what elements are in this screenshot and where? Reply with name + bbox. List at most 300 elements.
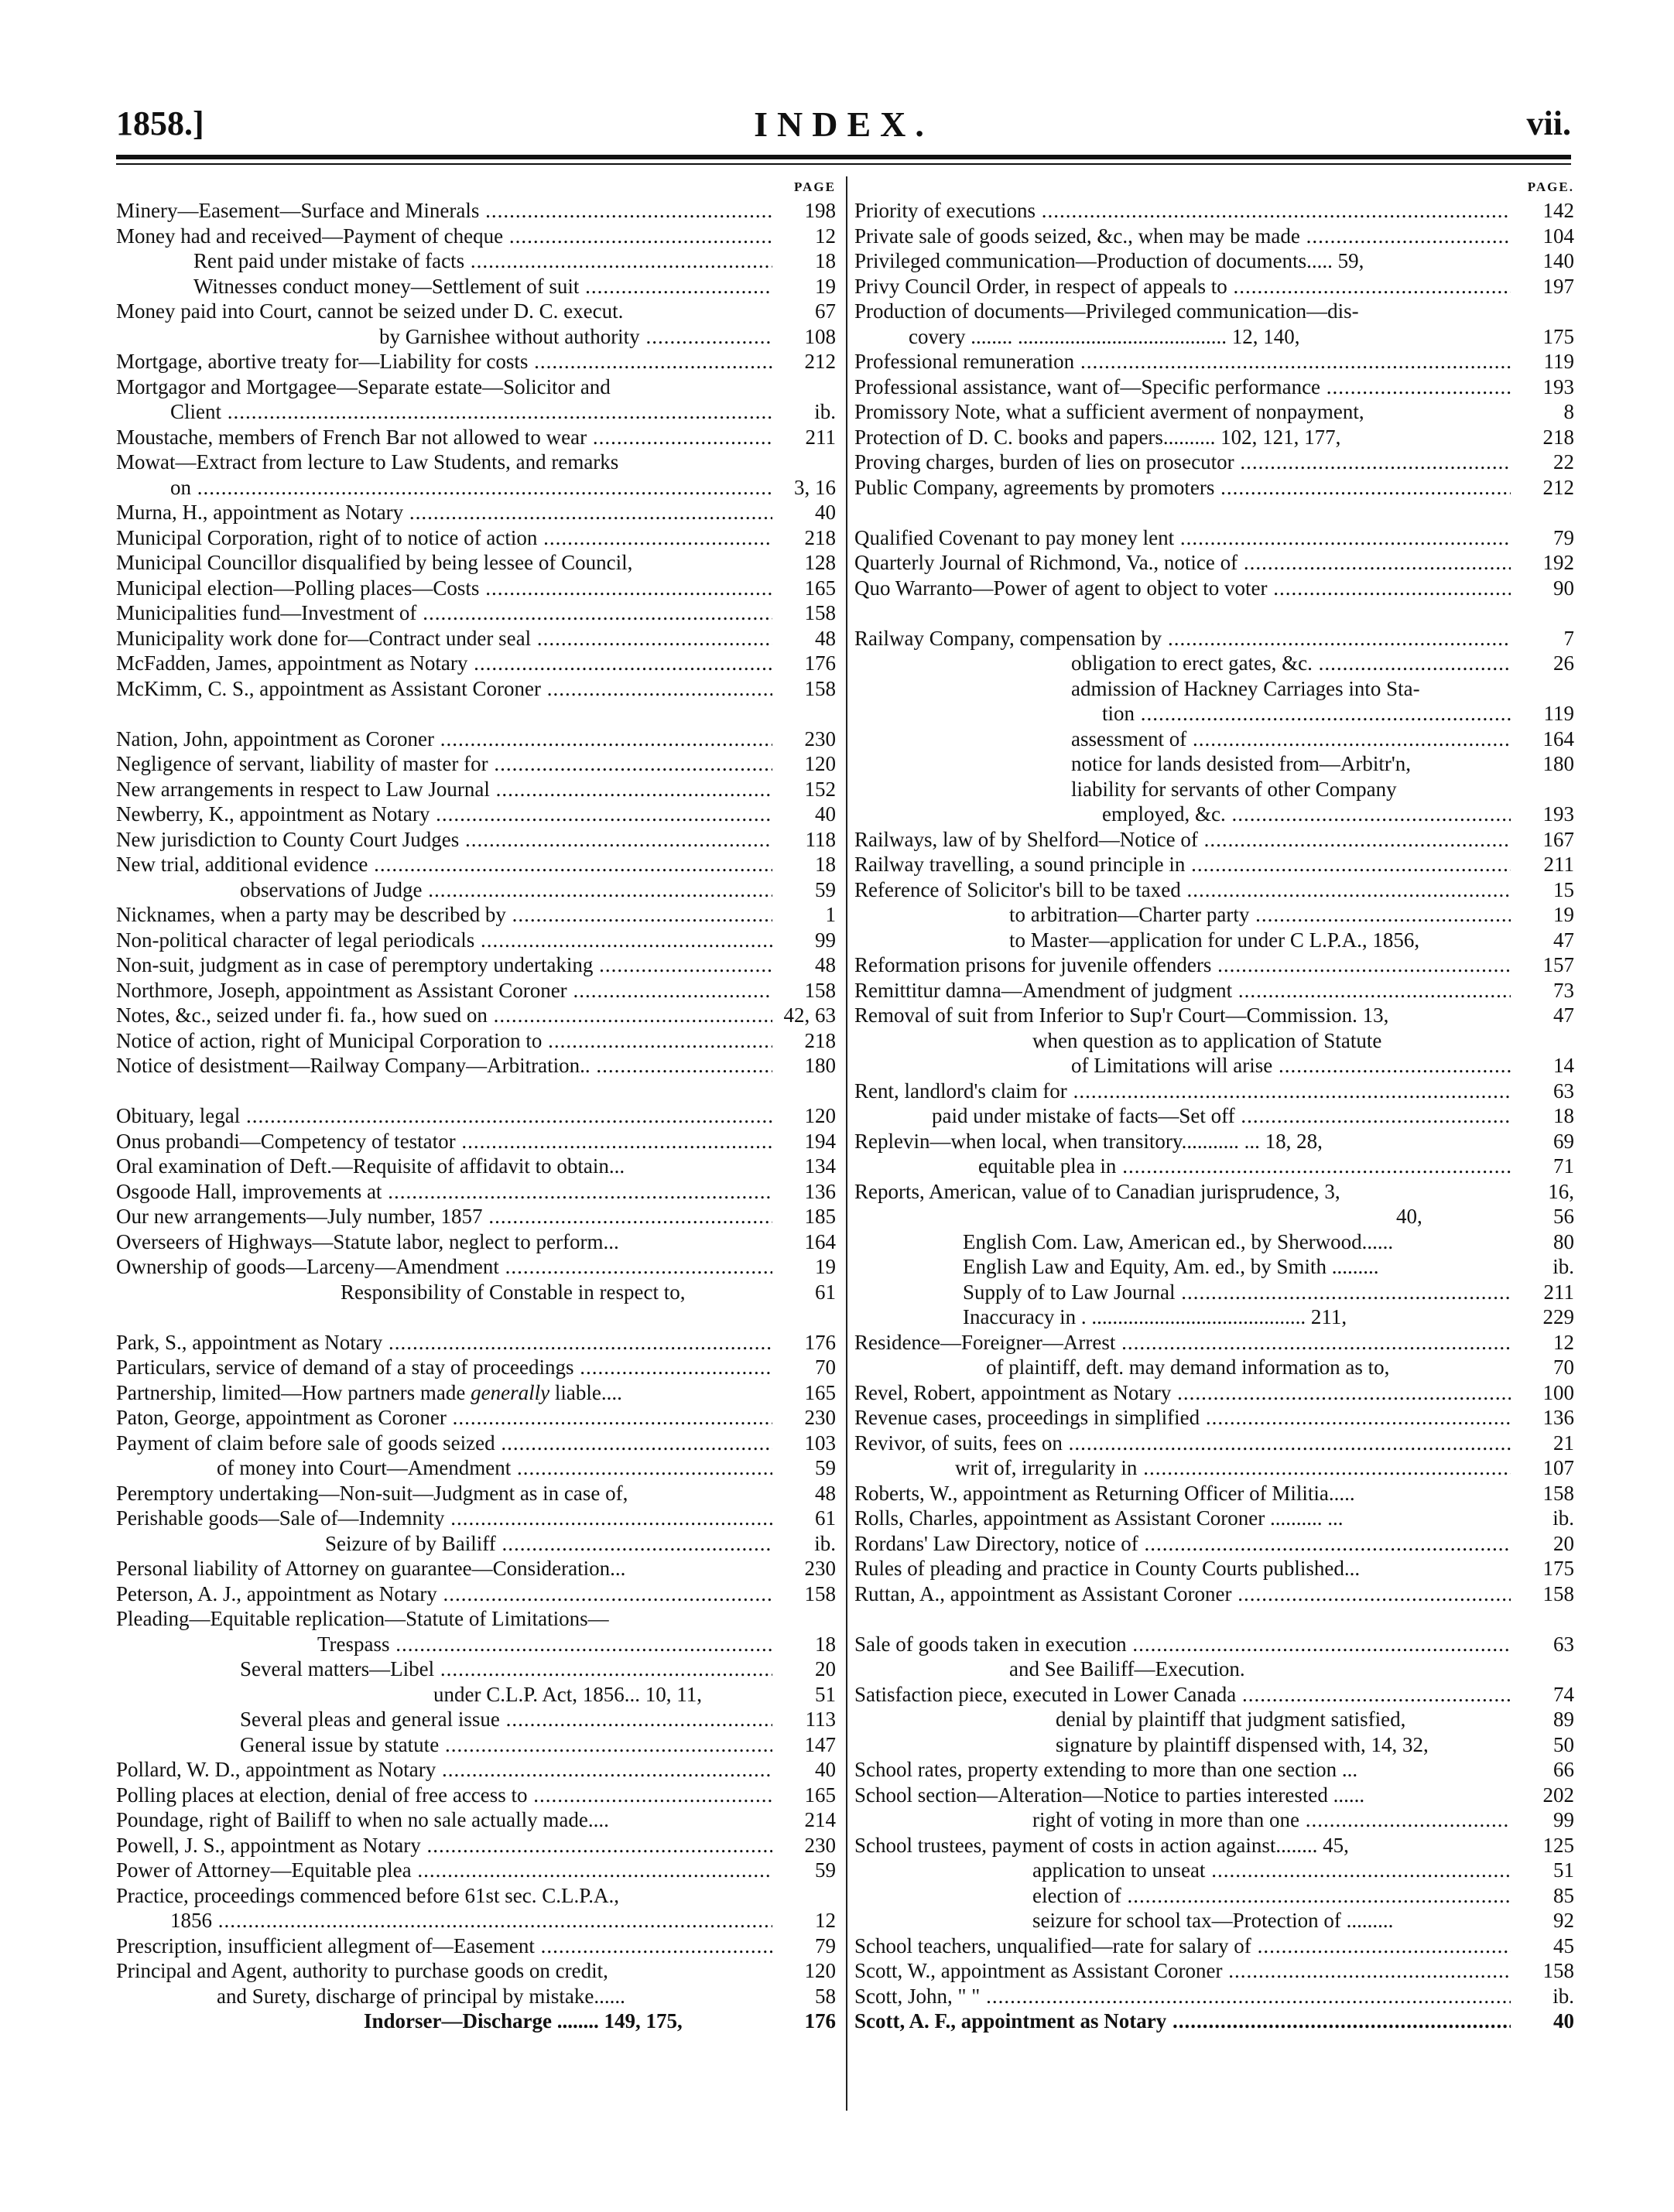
index-entry [854, 877, 1574, 903]
entry-text: Residence—Foreigner—Arrest ..... [854, 1330, 1514, 1356]
index-entry [116, 324, 836, 350]
entry-page-ref: 19 [772, 274, 836, 299]
entry-page-ref: 16, [1511, 1179, 1574, 1205]
entry-text: Privileged communication—Production of documents..... 59, [854, 249, 1364, 272]
index-entry [116, 1581, 836, 1607]
entry-page-ref: 99 [1511, 1807, 1574, 1833]
entry-text: Scott, John, " " ..... [854, 1984, 1514, 2009]
entry-text: Inaccuracy in . ......................................... 211, [963, 1305, 1347, 1328]
entry-page-ref: 230 [772, 1405, 836, 1431]
page-column-heading: PAGE. [1527, 179, 1574, 194]
entry-page-ref: 104 [1511, 224, 1574, 249]
entry-page-ref: 47 [1511, 1003, 1574, 1028]
entry-text: Perishable goods—Sale of—Indemnity ..... [116, 1506, 775, 1531]
entry-page-ref: 113 [772, 1707, 836, 1732]
entry-text: Paton, George, appointment as Coroner ..... [116, 1405, 775, 1431]
index-entry [854, 952, 1574, 978]
entry-text: Onus probandi—Competency of testator ..... [116, 1129, 775, 1154]
index-entry [116, 827, 836, 853]
entry-text: Osgoode Hall, improvements at ..... [116, 1179, 775, 1205]
entry-text: Reports, American, value of to Canadian jurisprudence, 3, [854, 1179, 1340, 1203]
entry-page-ref: 85 [1511, 1883, 1574, 1909]
entry-spacer [854, 1606, 1574, 1632]
entry-page-ref: 59 [772, 1858, 836, 1883]
entry-page-ref: 66 [1511, 1757, 1574, 1783]
entry-page-ref: 50 [1511, 1732, 1574, 1758]
index-entry [854, 1179, 1574, 1205]
page-column-heading: PAGE [794, 179, 836, 194]
entry-text: School rates, property extending to more than one section ... [854, 1758, 1358, 1781]
entry-text: Priority of executions ..... [854, 198, 1514, 224]
index-entry [854, 1556, 1574, 1581]
index-entry [854, 475, 1574, 501]
index-entry [116, 1129, 836, 1154]
index-entry [854, 374, 1574, 400]
entry-text: employed, &c. ..... [854, 802, 1514, 827]
entry-text: Municipalities fund—Investment of ..... [116, 600, 775, 626]
entry-page-ref: 48 [772, 952, 836, 978]
entry-page-ref: 103 [772, 1431, 836, 1456]
entry-page-ref: 18 [772, 1632, 836, 1657]
entry-text: Notes, &c., seized under fi. fa., how sued on ..... [116, 1003, 775, 1028]
index-entry [116, 1179, 836, 1205]
entry-text: Powell, J. S., appointment as Notary ..... [116, 1833, 775, 1858]
entry-text: Ownership of goods—Larceny—Amendment ..... [116, 1254, 775, 1280]
index-entry [854, 1682, 1574, 1708]
index-entry [854, 274, 1574, 299]
index-entry [854, 1304, 1574, 1330]
index-entry [116, 425, 836, 450]
entry-page-ref: 73 [1511, 978, 1574, 1003]
entry-page-ref: ib. [1511, 1984, 1574, 2009]
entry-text: writ of, irregularity in ..... [854, 1455, 1514, 1481]
entry-text: Railway travelling, a sound principle in ..... [854, 852, 1514, 877]
entry-page-ref: 197 [1511, 274, 1574, 299]
entry-page-ref: 185 [772, 1204, 836, 1229]
entry-page-ref: 92 [1511, 1908, 1574, 1933]
entry-page-ref: 218 [1511, 425, 1574, 450]
entry-spacer [116, 1079, 836, 1104]
entry-text: and Surety, discharge of principal by mistake...... [217, 1984, 625, 2008]
entry-text: Satisfaction piece, executed in Lower Canada ..... [854, 1682, 1514, 1708]
entry-page-ref: 140 [1511, 248, 1574, 274]
index-entry [116, 600, 836, 626]
entry-text: Non-political character of legal periodicals ..... [116, 928, 775, 953]
entry-text: Ruttan, A., appointment as Assistant Coroner ..... [854, 1581, 1514, 1607]
page-number: vii. [1526, 104, 1571, 142]
entry-text: to arbitration—Charter party ..... [854, 902, 1514, 928]
index-entry [854, 1581, 1574, 1607]
index-entry [116, 1682, 836, 1708]
entry-page-ref: 8 [1511, 399, 1574, 425]
index-entry [854, 1833, 1574, 1858]
index-entry [116, 349, 836, 374]
entry-text: Sale of goods taken in execution ..... [854, 1632, 1514, 1657]
entry-page-ref: 212 [1511, 475, 1574, 501]
entry-page-ref: 158 [772, 1581, 836, 1607]
index-entries-left [116, 198, 836, 2034]
index-entry [116, 1933, 836, 1959]
index-entry [854, 1958, 1574, 1984]
entry-text: Rent paid under mistake of facts ..... [116, 248, 775, 274]
index-entry [854, 1154, 1574, 1179]
entry-text: Rordans' Law Directory, notice of ..... [854, 1531, 1514, 1557]
index-entry [854, 1455, 1574, 1481]
index-entry [854, 1254, 1574, 1280]
entry-text: when question as to application of Statute [1032, 1028, 1382, 1052]
entry-page-ref: 212 [772, 349, 836, 374]
index-entry [116, 475, 836, 501]
entry-text: by Garnishee without authority ..... [116, 324, 775, 350]
entry-text: Client ..... [116, 399, 775, 425]
index-entry [854, 450, 1574, 475]
index-entry [854, 751, 1574, 777]
index-column-left [116, 176, 836, 2034]
index-entry [116, 1783, 836, 1808]
index-entry [116, 550, 836, 576]
entry-text: Mowat—Extract from lecture to Law Students, and remarks [116, 450, 619, 474]
index-entry [116, 727, 836, 752]
entry-text: tion ..... [854, 701, 1514, 727]
index-entry [116, 852, 836, 877]
index-entry [116, 1355, 836, 1380]
index-entry [116, 450, 836, 475]
entry-text: Railways, law of by Shelford—Notice of ..... [854, 827, 1514, 853]
index-entry [854, 299, 1574, 324]
entry-page-ref: 40 [772, 1757, 836, 1783]
entry-page-ref: 119 [1511, 701, 1574, 727]
entry-page-ref: 19 [772, 1254, 836, 1280]
header-rule-thick [116, 155, 1571, 159]
index-entry [116, 525, 836, 551]
index-entry [116, 802, 836, 827]
year-label: 1858.] [116, 104, 204, 142]
index-entry [854, 525, 1574, 551]
entry-text: Negligence of servant, liability of master for ..... [116, 751, 775, 777]
entry-text: 1856 ..... [116, 1908, 775, 1933]
index-entry [116, 1531, 836, 1557]
entry-text: observations of Judge ..... [116, 877, 775, 903]
page-header [116, 104, 1571, 150]
entry-text: Poundage, right of Bailiff to when no sale actually made.... [116, 1808, 609, 1831]
entry-text: right of voting in more than one ..... [854, 1807, 1514, 1833]
entry-page-ref: 147 [772, 1732, 836, 1758]
index-entry [854, 425, 1574, 450]
index-entry [116, 1908, 836, 1933]
entry-page-ref: 1 [772, 902, 836, 928]
entry-text: Peterson, A. J., appointment as Notary ..... [116, 1581, 775, 1607]
index-entry [854, 1330, 1574, 1356]
entry-page-ref: 61 [772, 1280, 836, 1305]
entry-text: on ..... [116, 475, 775, 501]
entry-text: Money paid into Court, cannot be seized under D. C. execut. [116, 299, 624, 323]
entry-page-ref: 165 [772, 1783, 836, 1808]
entry-page-ref: 193 [1511, 374, 1574, 400]
entry-page-ref: 180 [1511, 751, 1574, 777]
index-entry [854, 1053, 1574, 1079]
index-entry [116, 1958, 836, 1984]
index-entry [854, 1204, 1574, 1229]
entry-page-ref: 136 [772, 1179, 836, 1205]
entry-page-ref: 158 [772, 600, 836, 626]
entry-page-ref: 165 [772, 576, 836, 601]
entry-text: Newberry, K., appointment as Notary ..... [116, 802, 775, 827]
entry-text: Several pleas and general issue ..... [116, 1707, 775, 1732]
entry-page-ref: 120 [772, 1958, 836, 1984]
index-entry [116, 1154, 836, 1179]
entry-text: Private sale of goods seized, &c., when may be made ..... [854, 224, 1514, 249]
index-entry [116, 1431, 836, 1456]
entry-page-ref: 175 [1511, 324, 1574, 350]
entry-page-ref: 202 [1511, 1783, 1574, 1808]
index-entry [854, 1858, 1574, 1883]
entry-page-ref: 15 [1511, 877, 1574, 903]
entry-page-ref: 42, 63 [772, 1003, 836, 1028]
entry-text: Moustache, members of French Bar not allowed to wear ..... [116, 425, 775, 450]
index-entry [854, 1003, 1574, 1028]
entry-page-ref: 19 [1511, 902, 1574, 928]
index-entry [854, 727, 1574, 752]
entry-text: of money into Court—Amendment ..... [116, 1455, 775, 1481]
index-entry [116, 1053, 836, 1079]
entry-text: General issue by statute ..... [116, 1732, 775, 1758]
index-column-right [854, 176, 1574, 2034]
index-entry [854, 1656, 1574, 1682]
entry-text: Notice of desistment—Railway Company—Arbitration.. ..... [116, 1053, 775, 1079]
entry-text: under C.L.P. Act, 1856... 10, 11, [433, 1682, 702, 1706]
entry-page-ref: 218 [772, 525, 836, 551]
index-entry [854, 224, 1574, 249]
entry-page-ref: 69 [1511, 1129, 1574, 1154]
entry-text: Minery—Easement—Surface and Minerals ..... [116, 198, 775, 224]
page-title: INDEX. [754, 104, 933, 144]
entry-text: Principal and Agent, authority to purchase goods on credit, [116, 1959, 608, 1982]
entry-page-ref: 158 [1511, 1481, 1574, 1506]
entry-text: Protection of D. C. books and papers.......... 102, 121, 177, [854, 425, 1341, 449]
index-entry [116, 1833, 836, 1858]
index-entry [116, 1380, 836, 1406]
entry-page-ref: 74 [1511, 1682, 1574, 1708]
entry-page-ref: 230 [772, 1556, 836, 1581]
entry-text: Money had and received—Payment of cheque ..... [116, 224, 775, 249]
entry-text: Public Company, agreements by promoters ..... [854, 475, 1514, 501]
index-entry [116, 1757, 836, 1783]
entry-text: Revel, Robert, appointment as Notary ..... [854, 1380, 1514, 1406]
entry-page-ref: 12 [1511, 1330, 1574, 1356]
entry-text: English Law and Equity, Am. ed., by Smith ......... [963, 1255, 1379, 1278]
index-entry [116, 274, 836, 299]
index-entry [116, 1254, 836, 1280]
entry-page-ref: 12 [772, 1908, 836, 1933]
entry-text: McKimm, C. S., appointment as Assistant Coroner ..... [116, 676, 775, 702]
entry-text: Park, S., appointment as Notary ..... [116, 1330, 775, 1356]
column-divider [846, 176, 847, 2111]
entry-text: English Com. Law, American ed., by Sherwood...... [963, 1229, 1394, 1253]
index-entry [116, 374, 836, 400]
entry-page-ref: 211 [1511, 852, 1574, 877]
entry-page-ref: 180 [772, 1053, 836, 1079]
entry-spacer [116, 701, 836, 727]
index-entry [116, 902, 836, 928]
index-entry [854, 1028, 1574, 1054]
entry-spacer [854, 600, 1574, 626]
index-entry [854, 978, 1574, 1003]
entry-spacer [854, 500, 1574, 525]
entry-page-ref: 211 [1511, 1280, 1574, 1305]
entry-text: liability for servants of other Company [1071, 777, 1397, 801]
entry-text: Remittitur damna—Amendment of judgment ..... [854, 978, 1514, 1003]
entry-text: Seizure of by Bailiff ..... [116, 1531, 775, 1557]
entry-text: Reference of Solicitor's bill to be taxed ..... [854, 877, 1514, 903]
index-entry [854, 1103, 1574, 1129]
entry-page-ref: 79 [772, 1933, 836, 1959]
index-entry [854, 1783, 1574, 1808]
index-entry [854, 827, 1574, 853]
entry-text: Northmore, Joseph, appointment as Assistant Coroner ..... [116, 978, 775, 1003]
entry-text: election of ..... [854, 1883, 1514, 1909]
index-entry [116, 1455, 836, 1481]
entry-page-ref: 176 [772, 1330, 836, 1356]
entry-text: Municipal election—Polling places—Costs ..... [116, 576, 775, 601]
entry-text: Removal of suit from Inferior to Sup'r Court—Commission. 13, [854, 1003, 1389, 1027]
index-entry [854, 777, 1574, 802]
entry-text: Pleading—Equitable replication—Statute of Limitations— [116, 1607, 609, 1630]
index-entry [854, 928, 1574, 953]
entry-text: Production of documents—Privileged communication—dis- [854, 299, 1359, 323]
index-entry [116, 399, 836, 425]
entry-page-ref: 175 [1511, 1556, 1574, 1581]
entry-page-ref: 99 [772, 928, 836, 953]
index-entry [854, 802, 1574, 827]
index-entry [116, 198, 836, 224]
entry-page-ref: 51 [772, 1682, 836, 1708]
index-entry [116, 1481, 836, 1506]
index-entry [116, 626, 836, 651]
entry-text: equitable plea in ..... [854, 1154, 1514, 1179]
entry-text: Nation, John, appointment as Coroner ..... [116, 727, 775, 752]
index-entry [116, 1330, 836, 1356]
entry-text: Polling places at election, denial of free access to ..... [116, 1783, 775, 1808]
entry-text: Overseers of Highways—Statute labor, neglect to perform... [116, 1229, 619, 1253]
entry-page-ref: 51 [1511, 1858, 1574, 1883]
entry-text: seizure for school tax—Protection of ......... [1032, 1909, 1394, 1932]
index-entry [854, 1984, 1574, 2009]
entry-text: Municipal Corporation, right of to notice of action ..... [116, 525, 775, 551]
entry-text: Roberts, W., appointment as Returning Officer of Militia..... [854, 1481, 1355, 1505]
index-entry [116, 1732, 836, 1758]
entry-text: of Limitations will arise ..... [854, 1053, 1514, 1079]
index-entry [116, 1807, 836, 1833]
index-entry [116, 500, 836, 525]
entry-page-ref: 67 [772, 299, 836, 324]
index-entry [854, 1883, 1574, 1909]
entry-page-ref: 136 [1511, 1405, 1574, 1431]
index-entry [116, 877, 836, 903]
index-entry [854, 1632, 1574, 1657]
entry-page-ref: 176 [772, 651, 836, 676]
index-entry [116, 1858, 836, 1883]
index-entry [116, 1984, 836, 2009]
entry-page-ref: 40 [1511, 2009, 1574, 2034]
entry-text: Murna, H., appointment as Notary ..... [116, 500, 775, 525]
entry-page-ref: 79 [1511, 525, 1574, 551]
entry-page-ref: ib. [772, 1531, 836, 1557]
index-entry [116, 299, 836, 324]
entry-page-ref: 7 [1511, 626, 1574, 651]
index-entry [854, 1807, 1574, 1833]
entry-text: assessment of ..... [854, 727, 1514, 752]
entry-text: Prescription, insufficient allegment of—Easement ..... [116, 1933, 775, 1959]
index-entry [116, 1204, 836, 1229]
entry-page-ref: 21 [1511, 1431, 1574, 1456]
index-entry [854, 1908, 1574, 1933]
entry-page-ref: 108 [772, 324, 836, 350]
index-entry [116, 576, 836, 601]
entry-page-ref: 230 [772, 1833, 836, 1858]
entry-text: New arrangements in respect to Law Journal ..... [116, 777, 775, 802]
entry-page-ref: 125 [1511, 1833, 1574, 1858]
entry-page-ref: 45 [1511, 1933, 1574, 1959]
entry-text: Nicknames, when a party may be described by ..... [116, 902, 775, 928]
entry-page-ref: 165 [772, 1380, 836, 1406]
entry-page-ref: 158 [1511, 1581, 1574, 1607]
entry-text: of plaintiff, deft. may demand information as to, [986, 1356, 1390, 1379]
entry-page-ref: 164 [1511, 727, 1574, 752]
index-entry [854, 1380, 1574, 1406]
index-entry [854, 1933, 1574, 1959]
entry-page-ref: 157 [1511, 952, 1574, 978]
entry-page-ref: 211 [772, 425, 836, 450]
entry-page-ref: 70 [772, 1355, 836, 1380]
entry-page-ref: 26 [1511, 651, 1574, 676]
entry-text: Peremptory undertaking—Non-suit—Judgment as in case of, [116, 1481, 628, 1505]
index-entry [854, 1506, 1574, 1531]
entry-text: signature by plaintiff dispensed with, 14, 32, [1056, 1732, 1429, 1756]
entry-page-ref: 164 [772, 1229, 836, 1255]
index-entry [116, 978, 836, 1003]
index-entry [116, 248, 836, 274]
entry-page-ref: 70 [1511, 1355, 1574, 1380]
entry-text: obligation to erect gates, &c. ..... [854, 651, 1514, 676]
entry-text: Privy Council Order, in respect of appeals to ..... [854, 274, 1514, 299]
entry-page-ref: 119 [1511, 349, 1574, 374]
index-entry [116, 1405, 836, 1431]
entry-text: covery ........ ........................................ 12, 140, [909, 324, 1300, 348]
entry-text: Proving charges, burden of lies on prosecutor ..... [854, 450, 1514, 475]
index-entry [116, 676, 836, 702]
index-entry [116, 1707, 836, 1732]
entry-text: Personal liability of Attorney on guarantee—Consideration... [116, 1557, 626, 1580]
entry-page-ref: 120 [772, 1103, 836, 1129]
entry-text: New trial, additional evidence ..... [116, 852, 775, 877]
entry-page-ref: 3, 16 [772, 475, 836, 501]
entry-text: McFadden, James, appointment as Notary ..... [116, 651, 775, 676]
entry-page-ref: 18 [772, 852, 836, 877]
entry-text: Municipality work done for—Contract under seal ..... [116, 626, 775, 651]
entry-text: Professional assistance, want of—Specific performance ..... [854, 374, 1514, 400]
index-entry [854, 1732, 1574, 1758]
entry-page-ref: 158 [1511, 1958, 1574, 1984]
index-entry [854, 626, 1574, 651]
entry-text: Notice of action, right of Municipal Corporation to ..... [116, 1028, 775, 1054]
index-entry [854, 399, 1574, 425]
entry-spacer [116, 1304, 836, 1330]
entry-page-ref: 18 [772, 248, 836, 274]
entry-page-ref: 128 [772, 550, 836, 576]
entry-page-ref: 22 [1511, 450, 1574, 475]
index-entry [854, 1129, 1574, 1154]
entry-text: School teachers, unqualified—rate for salary of ..... [854, 1933, 1514, 1959]
